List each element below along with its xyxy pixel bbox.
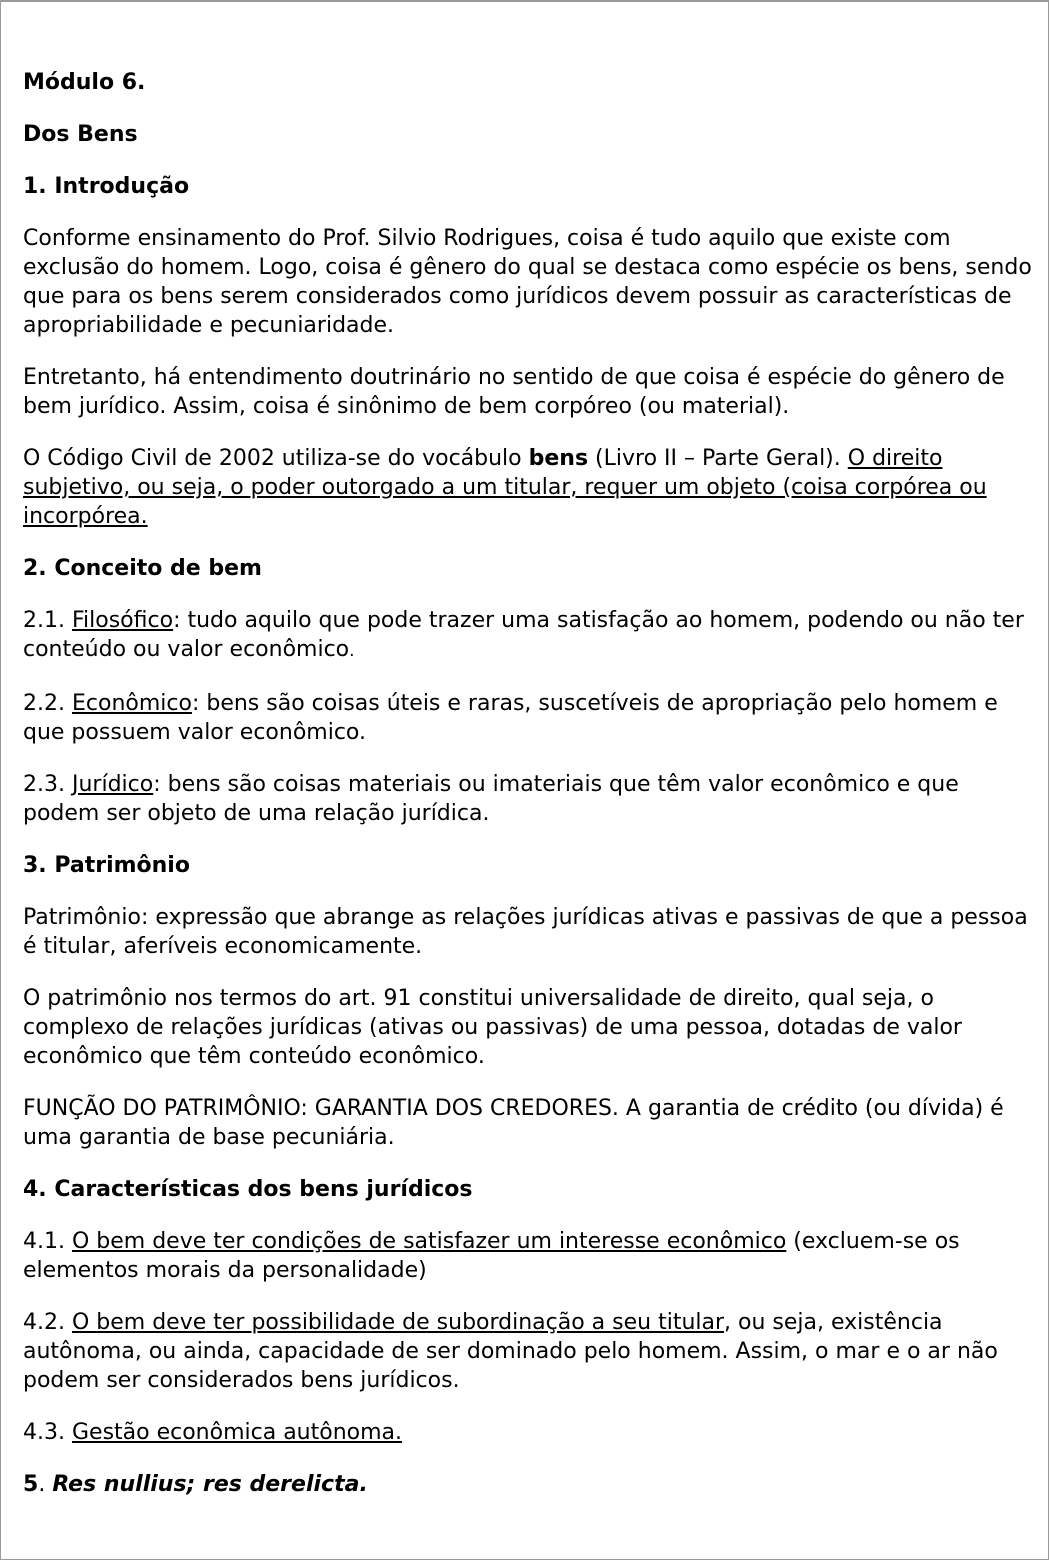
item-term: Econômico	[71, 691, 192, 716]
section-1-heading: 1. Introdução	[23, 174, 190, 199]
section-1-paragraph-3	[23, 444, 1033, 531]
characteristic-item	[23, 1227, 1033, 1285]
document-content	[23, 68, 1033, 1522]
item-text: : bens são coisas úteis e raras, suscetíveis de apropriação pelo homem e que possuem valor econômico.	[23, 691, 998, 745]
item-text: : bens são coisas materiais ou imateriais que têm valor econômico e que podem ser objeto de uma relação jurídica.	[23, 772, 959, 826]
item-term: O bem deve ter condições de satisfazer um interesse econômico	[71, 1229, 787, 1254]
characteristic-item	[23, 1308, 1033, 1395]
item-end: .	[349, 641, 355, 661]
item-number: 2.2.	[23, 691, 72, 716]
item-number: 4.1.	[23, 1229, 72, 1254]
item-term: Filosófico	[71, 608, 174, 633]
section-3-paragraph-1: Patrimônio: expressão que abrange as relações jurídicas ativas e passivas de que a pessoa é titular, aferíveis economicamente.	[23, 905, 1028, 959]
item-term: O bem deve ter possibilidade de subordinação a seu titular	[71, 1310, 725, 1335]
item-number: 4.3.	[23, 1420, 72, 1445]
characteristic-item	[23, 1418, 1033, 1447]
p3-text-b: (Livro II – Parte Geral).	[588, 446, 848, 471]
item-number: 2.3.	[23, 772, 72, 797]
item-term: Jurídico	[71, 772, 154, 797]
item-number: 2.1.	[23, 608, 72, 633]
section-2-heading: 2. Conceito de bem	[23, 556, 262, 581]
concept-item	[23, 689, 1033, 747]
item-text: : tudo aquilo que pode trazer uma satisfação ao homem, podendo ou não ter conteúdo ou valor econômico	[23, 608, 1024, 662]
section-3-paragraph-3: FUNÇÃO DO PATRIMÔNIO: GARANTIA DOS CREDORES. A garantia de crédito (ou dívida) é uma garantia de base pecuniária.	[23, 1096, 1004, 1150]
item-text: , ou seja, existência autônoma, ou ainda, capacidade de ser dominado pelo homem. Assim, o mar e o ar não podem ser considerados bens jurídicos.	[23, 1310, 998, 1393]
section-4-heading: 4. Características dos bens jurídicos	[23, 1177, 473, 1202]
section-5-heading	[23, 1470, 1033, 1499]
item-term: Gestão econômica autônoma.	[71, 1420, 403, 1445]
section-1-paragraph-1: Conforme ensinamento do Prof. Silvio Rodrigues, coisa é tudo aquilo que existe com exclusão do homem. Logo, coisa é gênero do qual se destaca como espécie os bens, sendo que para os bens serem considerados como jurídicos devem possuir as características de apropriabilidade e pecuniaridade.	[23, 226, 1032, 338]
section-5-number: 5	[23, 1472, 39, 1497]
item-text: (excluem-se os elementos morais da personalidade)	[23, 1229, 960, 1283]
concept-item	[23, 606, 1033, 666]
p3-bold-term: bens	[528, 446, 589, 471]
section-3-heading: 3. Patrimônio	[23, 853, 190, 878]
module-title: Módulo 6.	[23, 70, 146, 95]
concept-item	[23, 770, 1033, 828]
p3-underlined-text: O direito subjetivo, ou seja, o poder outorgado a um titular, requer um objeto (coisa corpórea ou incorpórea.	[23, 446, 987, 529]
section-5-dot: .	[38, 1472, 53, 1497]
chapter-title: Dos Bens	[23, 122, 138, 147]
item-number: 4.2.	[23, 1310, 72, 1335]
section-5-italic-title: Res nullius; res derelicta.	[52, 1472, 368, 1497]
section-3-paragraph-2: O patrimônio nos termos do art. 91 constitui universalidade de direito, qual seja, o complexo de relações jurídicas (ativas ou passivas) de uma pessoa, dotadas de valor econômico que têm conteúdo econômico.	[23, 986, 962, 1069]
section-1-paragraph-2: Entretanto, há entendimento doutrinário no sentido de que coisa é espécie do gênero de bem jurídico. Assim, coisa é sinônimo de bem corpóreo (ou material).	[23, 365, 1005, 419]
p3-text-a: O Código Civil de 2002 utiliza-se do vocábulo	[23, 446, 529, 471]
